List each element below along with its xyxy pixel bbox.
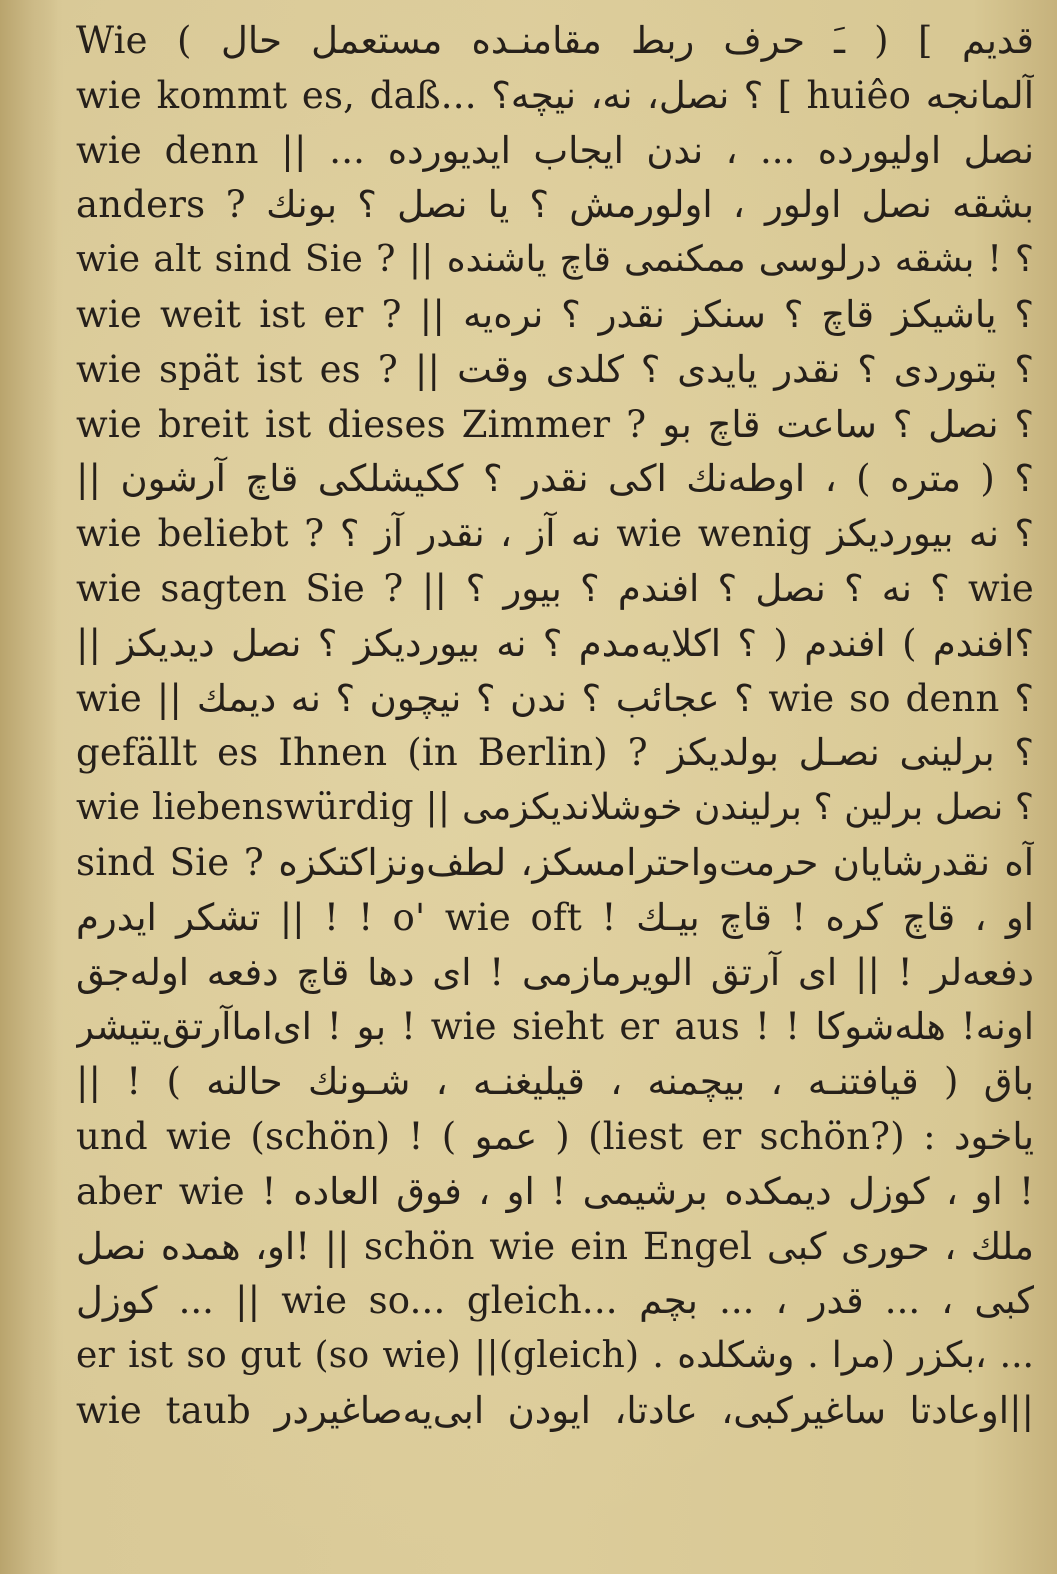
text-line: || ؟ ( متره ) ، اوطه‌نك اكى نقدر ؟ ككيشلكى قاچ آرشون: [76, 457, 1034, 501]
text-line: wie sagten Sie ? || ؟ نه ؟ نصل ؟ افندم ؟ بيور ؟ wie: [76, 566, 1034, 610]
text-line: gefällt es Ihnen (in Berlin) ? ؟ برلينى نصـل بولديكز: [76, 731, 1034, 775]
text-line: wie beliebt ? نه آز ، نقدر آز ؟ wie wenig ؟ نه بيورديكز: [76, 512, 1034, 556]
dictionary-entry-text: [76, 14, 1034, 1559]
text-line: دفعه‌لر ! || اى آرتق الويرمازمى ! اى دها قاچ دفعه اوله‌جق: [76, 950, 1034, 994]
text-line: تشكر ايدرم || ! ! o' wie oft ! او ، قاچ كره ! قاچ بيـك: [76, 895, 1034, 939]
text-line: wie alt sind Sie ? || ؟ ! بشقه درلوسى ممكنمى قاچ ياشنده: [76, 239, 1034, 281]
text-line: كوزل ... || wie so... gleich... كبى ، ... قدر ، ... بچم: [76, 1279, 1034, 1323]
text-line: wie kommt es, daß... ؟ نصل، نه، نيچه؟ [ huiêo آلمانجه: [76, 73, 1034, 117]
text-line: wie taub اوعادتا ساغيركبى، عادتا، ايودن ابى‌يه‌صاغيردر||: [76, 1388, 1034, 1432]
text-line: wie breit ist dieses Zimmer ? ؟ نصل ؟ ساعت قاچ بو: [76, 402, 1034, 446]
text-line: wie denn || ... نصل اوليورده ... ، ندن ايجاب ايديورده: [76, 128, 1034, 172]
text-line: er ist so gut (so wie) ||(gleich) . بكزر (مرا . وشكلده، ...: [76, 1335, 1034, 1377]
text-line: wie liebenswürdig || ؟ نصل برلين ؟ برليندن خوشلانديكزمى: [76, 787, 1034, 829]
page-gutter: [0, 0, 58, 1574]
text-line: wie weit ist er ? || ؟ ياشيكز قاچ ؟ سنكز نقدر ؟ نره‌يه: [76, 292, 1034, 336]
text-line: wie spät ist es ? || ؟ بتوردى ؟ نقدر يايدى ؟ كلدى وقت: [76, 347, 1034, 391]
text-line: || ! باق ( قيافتنـه ، بيچمنه ، قيليغنـه ، شـونك حالنه ): [76, 1060, 1034, 1104]
text-line: || ؟افندم ) افندم ( ؟ اكلايه‌مدم ؟ نه بيورديكز ؟ نصل ديديكز: [76, 621, 1034, 665]
text-line: aber wie ! او ، كوزل ديمكده برشيمى ! او ، فوق العاده !: [76, 1169, 1034, 1213]
text-line: بو ! اى‌اماآرتق‌يتيشر ! wie sieht er aus ! ! اونه! هله‌شوكا: [76, 1005, 1034, 1049]
text-line: wie || ؟ عجائب ؟ ندن ؟ نيچون ؟ نه ديمك wie so denn ؟: [76, 676, 1034, 720]
text-line: او، همده نصل! || schön wie ein Engel ملك ، حورى كبى: [76, 1224, 1034, 1268]
text-line: und wie (schön) ! ( عمو ) (liest er schön?) : ياخود: [76, 1114, 1034, 1158]
text-line: sind Sie ? آه نقدرشايان حرمت‌واحترامسكز، لطف‌ونزاكتكزه: [76, 840, 1034, 884]
text-line: anders ? بشقه نصل اولور ، اولورمش ؟ يا نصل ؟ بونك: [76, 183, 1034, 227]
text-line: Wie ( ـَ حرف ربط مقامنـده مستعمل حال ) [ قديم: [76, 19, 1034, 62]
